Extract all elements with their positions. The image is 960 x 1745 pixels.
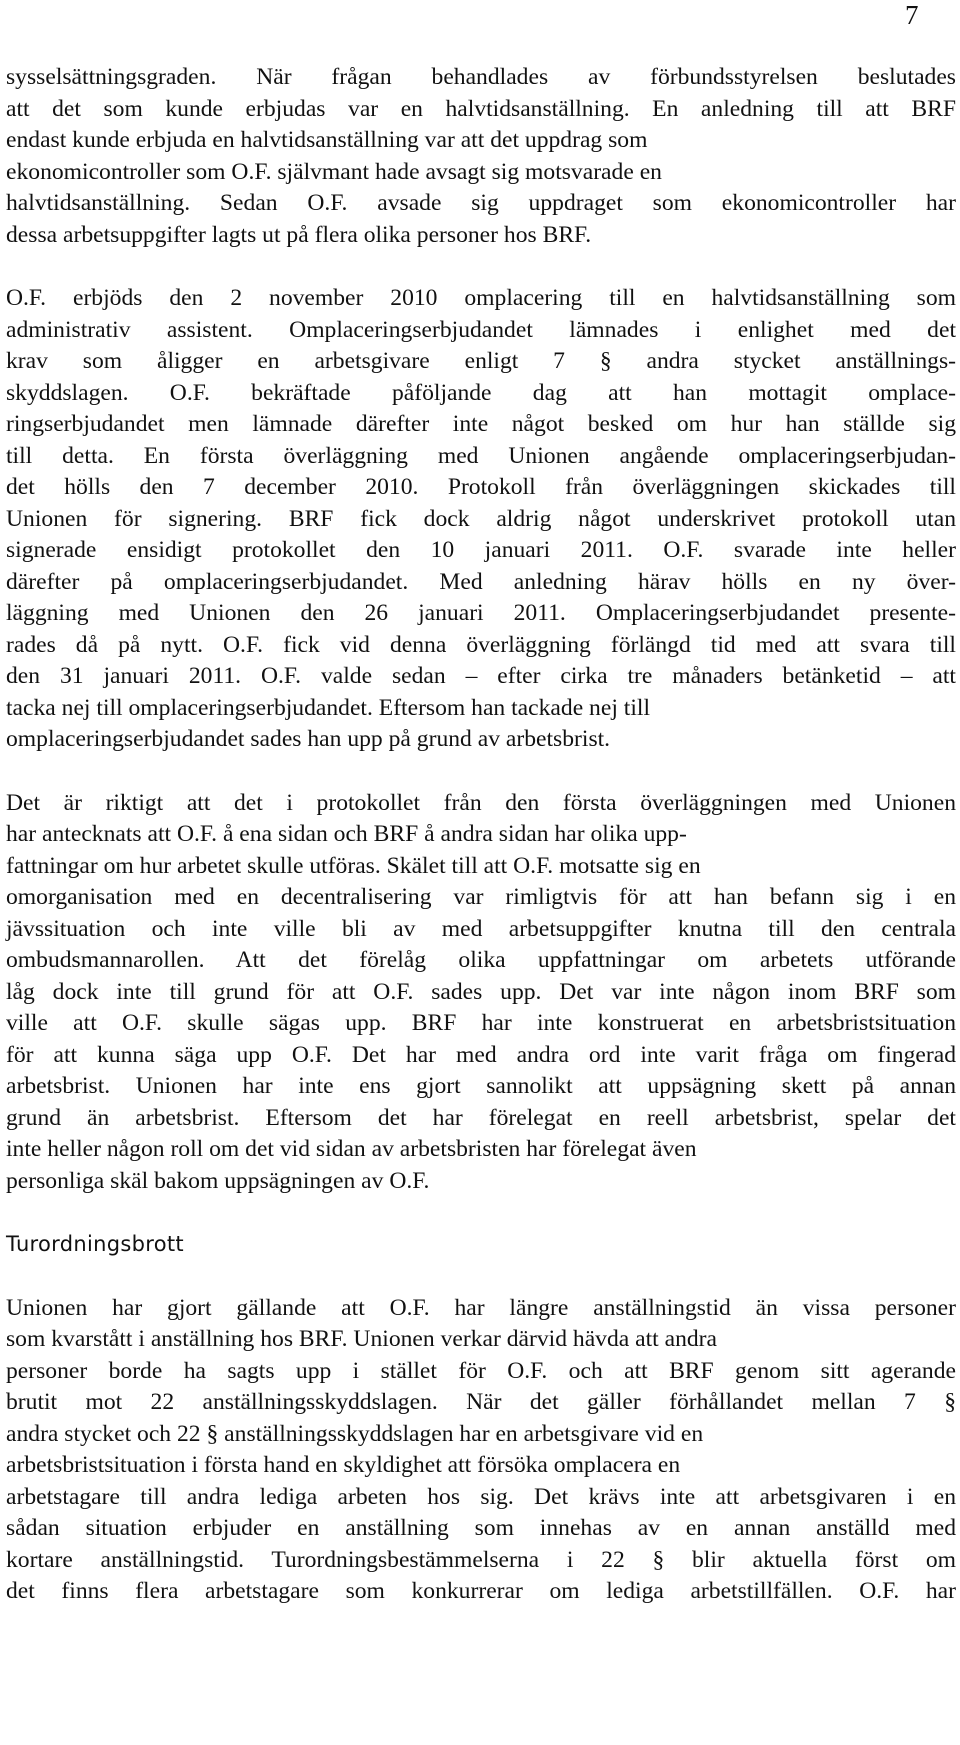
- document-body: [6, 62, 956, 1608]
- text-line: sådan situation erbjuder en anställning som innehas av en annan anställd med: [6, 1515, 956, 1541]
- text-line: det hölls den 7 december 2010. Protokoll från överläggningen skickades till: [6, 474, 956, 500]
- text-line: för att kunna säga upp O.F. Det har med andra ord inte varit fråga om fingerad: [6, 1041, 956, 1068]
- paragraph-4: [6, 1293, 956, 1608]
- text-line: signerade ensidigt protokollet den 10 januari 2011. O.F. svarade inte heller: [6, 537, 956, 563]
- text-line: inte heller någon roll om det vid sidan av arbetsbristen har förelegat även: [6, 1136, 697, 1162]
- text-line: endast kunde erbjuda en halvtidsanställning var att det uppdrag som: [6, 127, 648, 153]
- section-heading: Turordningsbrott: [6, 1232, 184, 1256]
- text-line: ringserbjudandet men lämnade därefter inte något besked om hur han ställde sig: [6, 411, 956, 437]
- text-line: fattningar om hur arbetet skulle utföras. Skälet till att O.F. motsatte sig en: [6, 852, 701, 879]
- text-line: har antecknats att O.F. å ena sidan och BRF å andra sidan har olika upp-: [6, 821, 687, 847]
- text-line: personer borde ha sagts upp i stället för O.F. och att BRF genom sitt agerande: [6, 1357, 956, 1384]
- text-line: Det är riktigt att det i protokollet från den första överläggningen med Unionen: [6, 789, 956, 816]
- text-line: brutit mot 22 anställningsskyddslagen. När det gäller förhållandet mellan 7 §: [6, 1389, 956, 1415]
- text-line: O.F. erbjöds den 2 november 2010 omplacering till en halvtidsanställning som: [6, 285, 956, 311]
- text-line: omplaceringserbjudandet sades han upp på grund av arbetsbrist.: [6, 726, 611, 752]
- text-line: Unionen har gjort gällande att O.F. har längre anställningstid än vissa personer: [6, 1294, 956, 1321]
- text-line: administrativ assistent. Omplaceringserbjudandet lämnades i enlighet med det: [6, 316, 956, 343]
- text-line: grund än arbetsbrist. Eftersom det har förelegat en reell arbetsbrist, spelar det: [6, 1104, 956, 1131]
- text-line: krav som åligger en arbetsgivare enligt 7 § andra stycket anställnings-: [6, 348, 956, 374]
- text-line: rades då på nytt. O.F. fick vid denna överläggning förlängd tid med att svara till: [6, 631, 956, 658]
- text-line: arbetstagare till andra lediga arbeten hos sig. Det krävs inte att arbetsgivaren i en: [6, 1483, 956, 1510]
- text-line: därefter på omplaceringserbjudandet. Med anledning härav hölls en ny över-: [6, 568, 956, 595]
- paragraph-1: [6, 62, 956, 251]
- text-line: till detta. En första överläggning med Unionen angående omplaceringserbjudan-: [6, 442, 956, 469]
- text-line: som kvarstått i anställning hos BRF. Unionen verkar därvid hävda att andra: [6, 1326, 718, 1352]
- text-line: att det som kunde erbjudas var en halvtidsanställning. En anledning till att BRF: [6, 95, 956, 122]
- text-line: sysselsättningsgraden. När frågan behandlades av förbundsstyrelsen beslutades: [6, 64, 956, 90]
- text-line: ville att O.F. skulle sägas upp. BRF har inte konstruerat en arbetsbristsituation: [6, 1010, 956, 1036]
- text-line: omorganisation med en decentralisering var rimligtvis för att han befann sig i en: [6, 884, 956, 910]
- text-line: ekonomicontroller som O.F. självmant hade avsagt sig motsvarade en: [6, 158, 662, 185]
- text-line: jävssituation och inte ville bli av med arbetsuppgifter knutna till den centrala: [6, 915, 956, 942]
- paragraph-2: [6, 283, 956, 756]
- text-line: den 31 januari 2011. O.F. valde sedan – efter cirka tre månaders betänketid – att: [6, 663, 956, 689]
- text-line: halvtidsanställning. Sedan O.F. avsade sig uppdraget som ekonomicontroller har: [6, 190, 956, 216]
- text-line: läggning med Unionen den 26 januari 2011. Omplaceringserbjudandet presente-: [6, 600, 956, 626]
- text-line: skyddslagen. O.F. bekräftade påföljande dag att han mottagit omplace-: [6, 379, 956, 406]
- text-line: kortare anställningstid. Turordningsbestämmelserna i 22 § blir aktuella först om: [6, 1546, 956, 1573]
- text-line: låg dock inte till grund för att O.F. sades upp. Det var inte någon inom BRF som: [6, 978, 956, 1005]
- text-line: det finns flera arbetstagare som konkurrerar om lediga arbetstillfällen. O.F. har: [6, 1578, 956, 1604]
- text-line: arbetsbristsituation i första hand en skyldighet att försöka omplacera en: [6, 1452, 681, 1478]
- text-line: Unionen för signering. BRF fick dock aldrig något underskrivet protokoll utan: [6, 505, 956, 532]
- text-line: dessa arbetsuppgifter lagts ut på flera olika personer hos BRF.: [6, 221, 592, 248]
- text-line: andra stycket och 22 § anställningsskyddslagen har en arbetsgivare vid en: [6, 1420, 704, 1447]
- text-line: personliga skäl bakom uppsägningen av O.F.: [6, 1167, 430, 1194]
- paragraph-3: [6, 788, 956, 1198]
- text-line: ombudsmannarollen. Att det förelåg olika uppfattningar om arbetets utförande: [6, 947, 956, 973]
- text-line: tacka nej till omplaceringserbjudandet. Eftersom han tackade nej till: [6, 694, 651, 721]
- page-number: 7: [905, 0, 919, 30]
- text-line: arbetsbrist. Unionen har inte ens gjort sannolikt att uppsägning skett på annan: [6, 1073, 956, 1099]
